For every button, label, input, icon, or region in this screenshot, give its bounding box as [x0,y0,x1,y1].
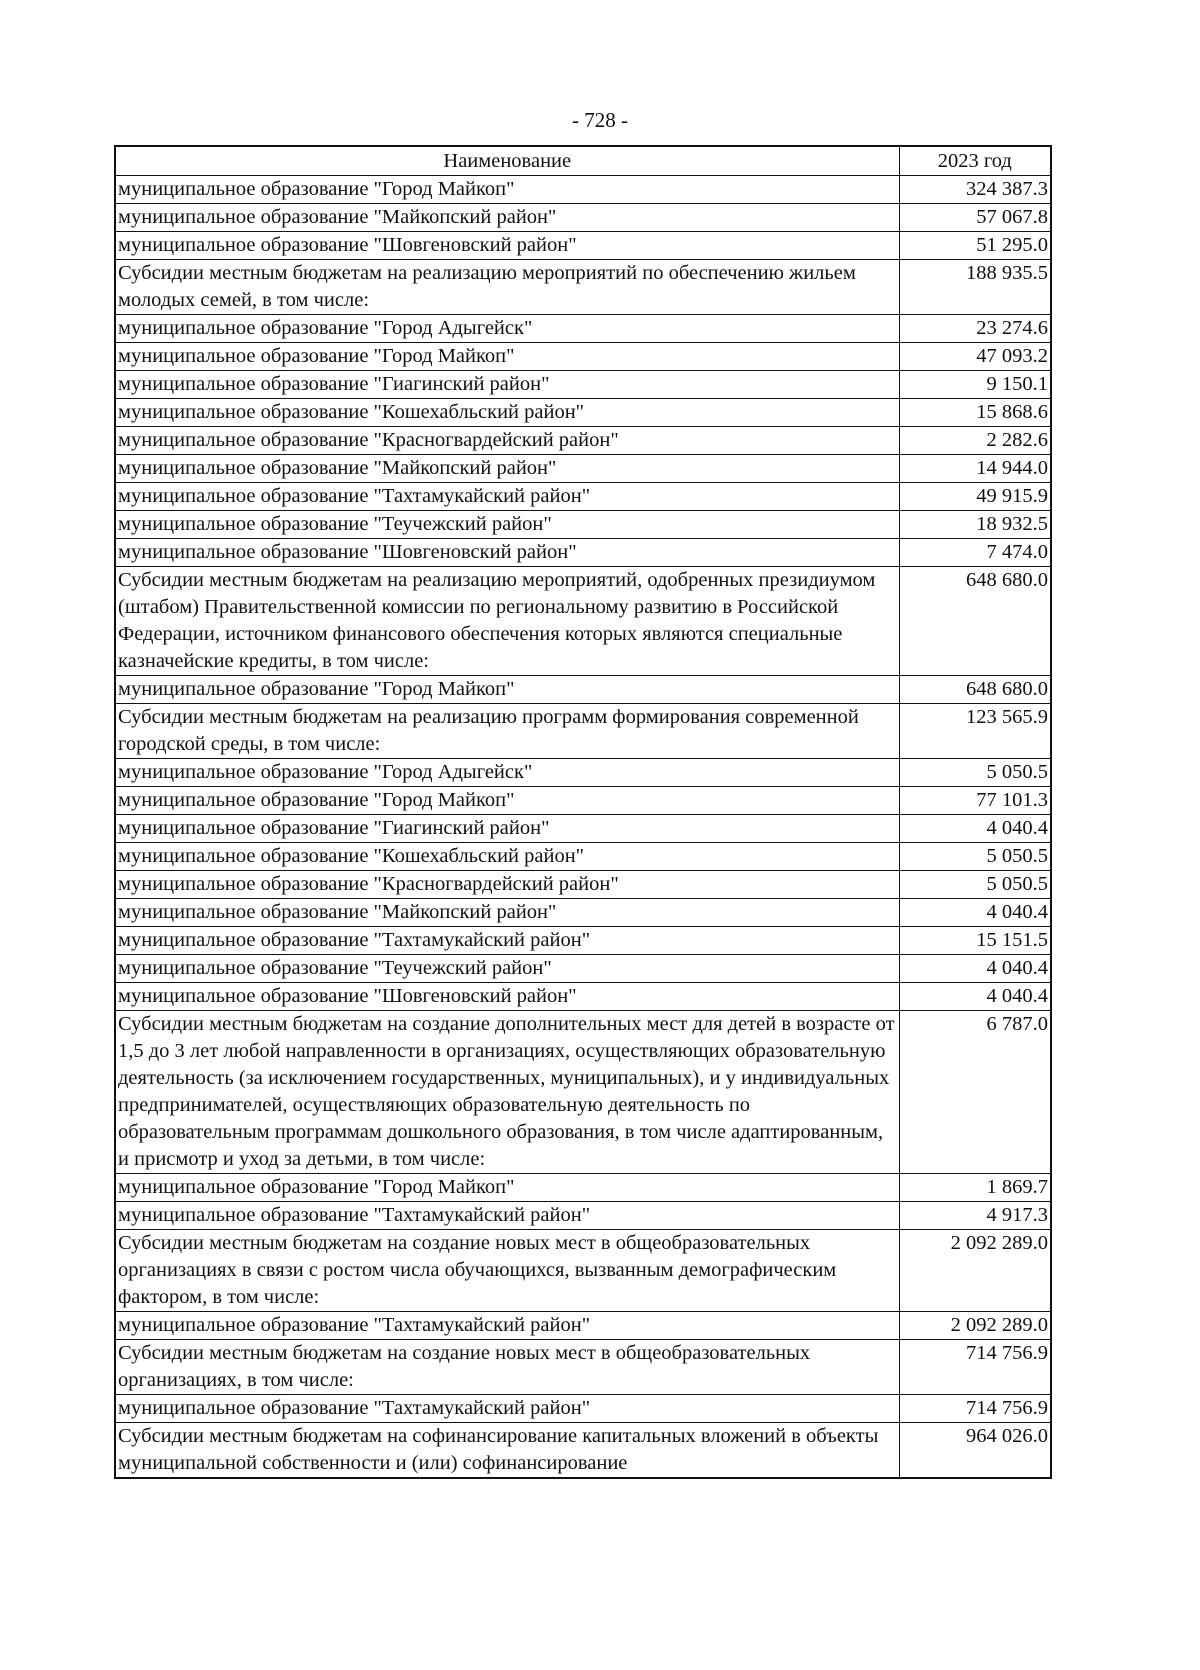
table-row [115,759,1051,787]
table-row [115,787,1051,815]
table-row [115,315,1051,343]
row-value: 2 092 289.0 [899,1312,1051,1340]
row-name: Субсидии местным бюджетам на создание новых мест в общеобразовательных организациях в связи с ростом числа обучающихся, вызванным демографическим фактором, в том числе: [115,1230,899,1312]
row-name: муниципальное образование "Город Майкоп" [115,176,899,204]
table-row [115,1312,1051,1340]
table-row [115,704,1051,759]
row-name: Субсидии местным бюджетам на реализацию программ формирования современной городской среды, в том числе: [115,704,899,759]
row-name: муниципальное образование "Шовгеновский район" [115,539,899,567]
table-row [115,204,1051,232]
row-name: муниципальное образование "Тахтамукайский район" [115,1202,899,1230]
row-name: Субсидии местным бюджетам на создание дополнительных мест для детей в возрасте от 1,5 до 3 лет любой направленности в организациях, осуществляющих образовательную деятельность (за исключением государственных, муниципальных), и у индивидуальных предпринимателей, осуществляющих образовательную деятельность по образовательным программам дошкольного образования, в том числе адаптированным, и присмотр и уход за детьми, в том числе: [115,1011,899,1174]
table-row [115,483,1051,511]
table-row [115,260,1051,315]
row-value: 648 680.0 [899,676,1051,704]
table-row [115,676,1051,704]
row-name: муниципальное образование "Тахтамукайский район" [115,1312,899,1340]
table-body [115,176,1051,1479]
row-value: 15 151.5 [899,927,1051,955]
row-name: муниципальное образование "Тахтамукайский район" [115,927,899,955]
row-name: Субсидии местным бюджетам на реализацию мероприятий по обеспечению жильем молодых семей, в том числе: [115,260,899,315]
row-value: 714 756.9 [899,1340,1051,1395]
row-value: 49 915.9 [899,483,1051,511]
table-row [115,1202,1051,1230]
table-row [115,1340,1051,1395]
table-row [115,176,1051,204]
row-value: 964 026.0 [899,1423,1051,1479]
row-value: 9 150.1 [899,371,1051,399]
table-row [115,927,1051,955]
row-value: 4 917.3 [899,1202,1051,1230]
budget-table [114,145,1052,1479]
row-value: 324 387.3 [899,176,1051,204]
row-name: муниципальное образование "Гиагинский район" [115,371,899,399]
table-row [115,511,1051,539]
row-value: 7 474.0 [899,539,1051,567]
table-row [115,899,1051,927]
row-name: муниципальное образование "Шовгеновский район" [115,983,899,1011]
table-row [115,1395,1051,1423]
row-value: 714 756.9 [899,1395,1051,1423]
row-value: 47 093.2 [899,343,1051,371]
row-value: 14 944.0 [899,455,1051,483]
row-value: 648 680.0 [899,567,1051,676]
table-row [115,983,1051,1011]
row-value: 1 869.7 [899,1174,1051,1202]
row-name: муниципальное образование "Гиагинский район" [115,815,899,843]
row-value: 4 040.4 [899,815,1051,843]
row-value: 6 787.0 [899,1011,1051,1174]
table-row [115,815,1051,843]
row-name: муниципальное образование "Майкопский район" [115,455,899,483]
table-row [115,1423,1051,1479]
row-value: 51 295.0 [899,232,1051,260]
row-name: муниципальное образование "Кошехабльский район" [115,399,899,427]
table-row [115,427,1051,455]
table-row [115,371,1051,399]
row-name: муниципальное образование "Город Адыгейск" [115,759,899,787]
page-number: - 728 - [572,108,628,132]
row-name: муниципальное образование "Город Майкоп" [115,676,899,704]
row-value: 2 282.6 [899,427,1051,455]
row-name: муниципальное образование "Тахтамукайский район" [115,1395,899,1423]
table-row [115,843,1051,871]
row-name: муниципальное образование "Красногвардейский район" [115,871,899,899]
row-value: 18 932.5 [899,511,1051,539]
table-row [115,399,1051,427]
row-value: 5 050.5 [899,843,1051,871]
budget-table-container [114,145,1050,1479]
row-name: муниципальное образование "Шовгеновский район" [115,232,899,260]
row-value: 188 935.5 [899,260,1051,315]
table-row [115,955,1051,983]
row-name: Субсидии местным бюджетам на реализацию мероприятий, одобренных президиумом (штабом) Правительственной комиссии по региональному развитию в Российской Федерации, источником финансового обеспечения которых являются специальные казначейские кредиты, в том числе: [115,567,899,676]
row-value: 57 067.8 [899,204,1051,232]
table-row [115,539,1051,567]
table-row [115,343,1051,371]
row-value: 15 868.6 [899,399,1051,427]
table-row [115,1174,1051,1202]
table-row [115,1230,1051,1312]
row-name: муниципальное образование "Город Майкоп" [115,787,899,815]
row-value: 4 040.4 [899,955,1051,983]
row-name: муниципальное образование "Тахтамукайский район" [115,483,899,511]
row-value: 5 050.5 [899,871,1051,899]
table-row [115,232,1051,260]
row-value: 123 565.9 [899,704,1051,759]
row-name: муниципальное образование "Город Майкоп" [115,343,899,371]
row-name: муниципальное образование "Майкопский район" [115,204,899,232]
row-value: 4 040.4 [899,983,1051,1011]
row-name: муниципальное образование "Город Адыгейск" [115,315,899,343]
row-name: муниципальное образование "Теучежский район" [115,955,899,983]
row-value: 23 274.6 [899,315,1051,343]
row-value: 4 040.4 [899,899,1051,927]
row-name: муниципальное образование "Майкопский район" [115,899,899,927]
table-row [115,567,1051,676]
row-value: 77 101.3 [899,787,1051,815]
row-name: Субсидии местным бюджетам на создание новых мест в общеобразовательных организациях, в том числе: [115,1340,899,1395]
row-name: муниципальное образование "Красногвардейский район" [115,427,899,455]
row-name: Субсидии местным бюджетам на софинансирование капитальных вложений в объекты муниципальной собственности и (или) софинансирование [115,1423,899,1479]
row-name: муниципальное образование "Теучежский район" [115,511,899,539]
row-name: муниципальное образование "Кошехабльский район" [115,843,899,871]
row-value: 5 050.5 [899,759,1051,787]
row-name: муниципальное образование "Город Майкоп" [115,1174,899,1202]
table-row [115,871,1051,899]
header-year: 2023 год [899,146,1051,176]
row-value: 2 092 289.0 [899,1230,1051,1312]
table-row [115,1011,1051,1174]
table-header-row [115,146,1051,176]
table-row [115,455,1051,483]
header-name: Наименование [115,146,899,176]
